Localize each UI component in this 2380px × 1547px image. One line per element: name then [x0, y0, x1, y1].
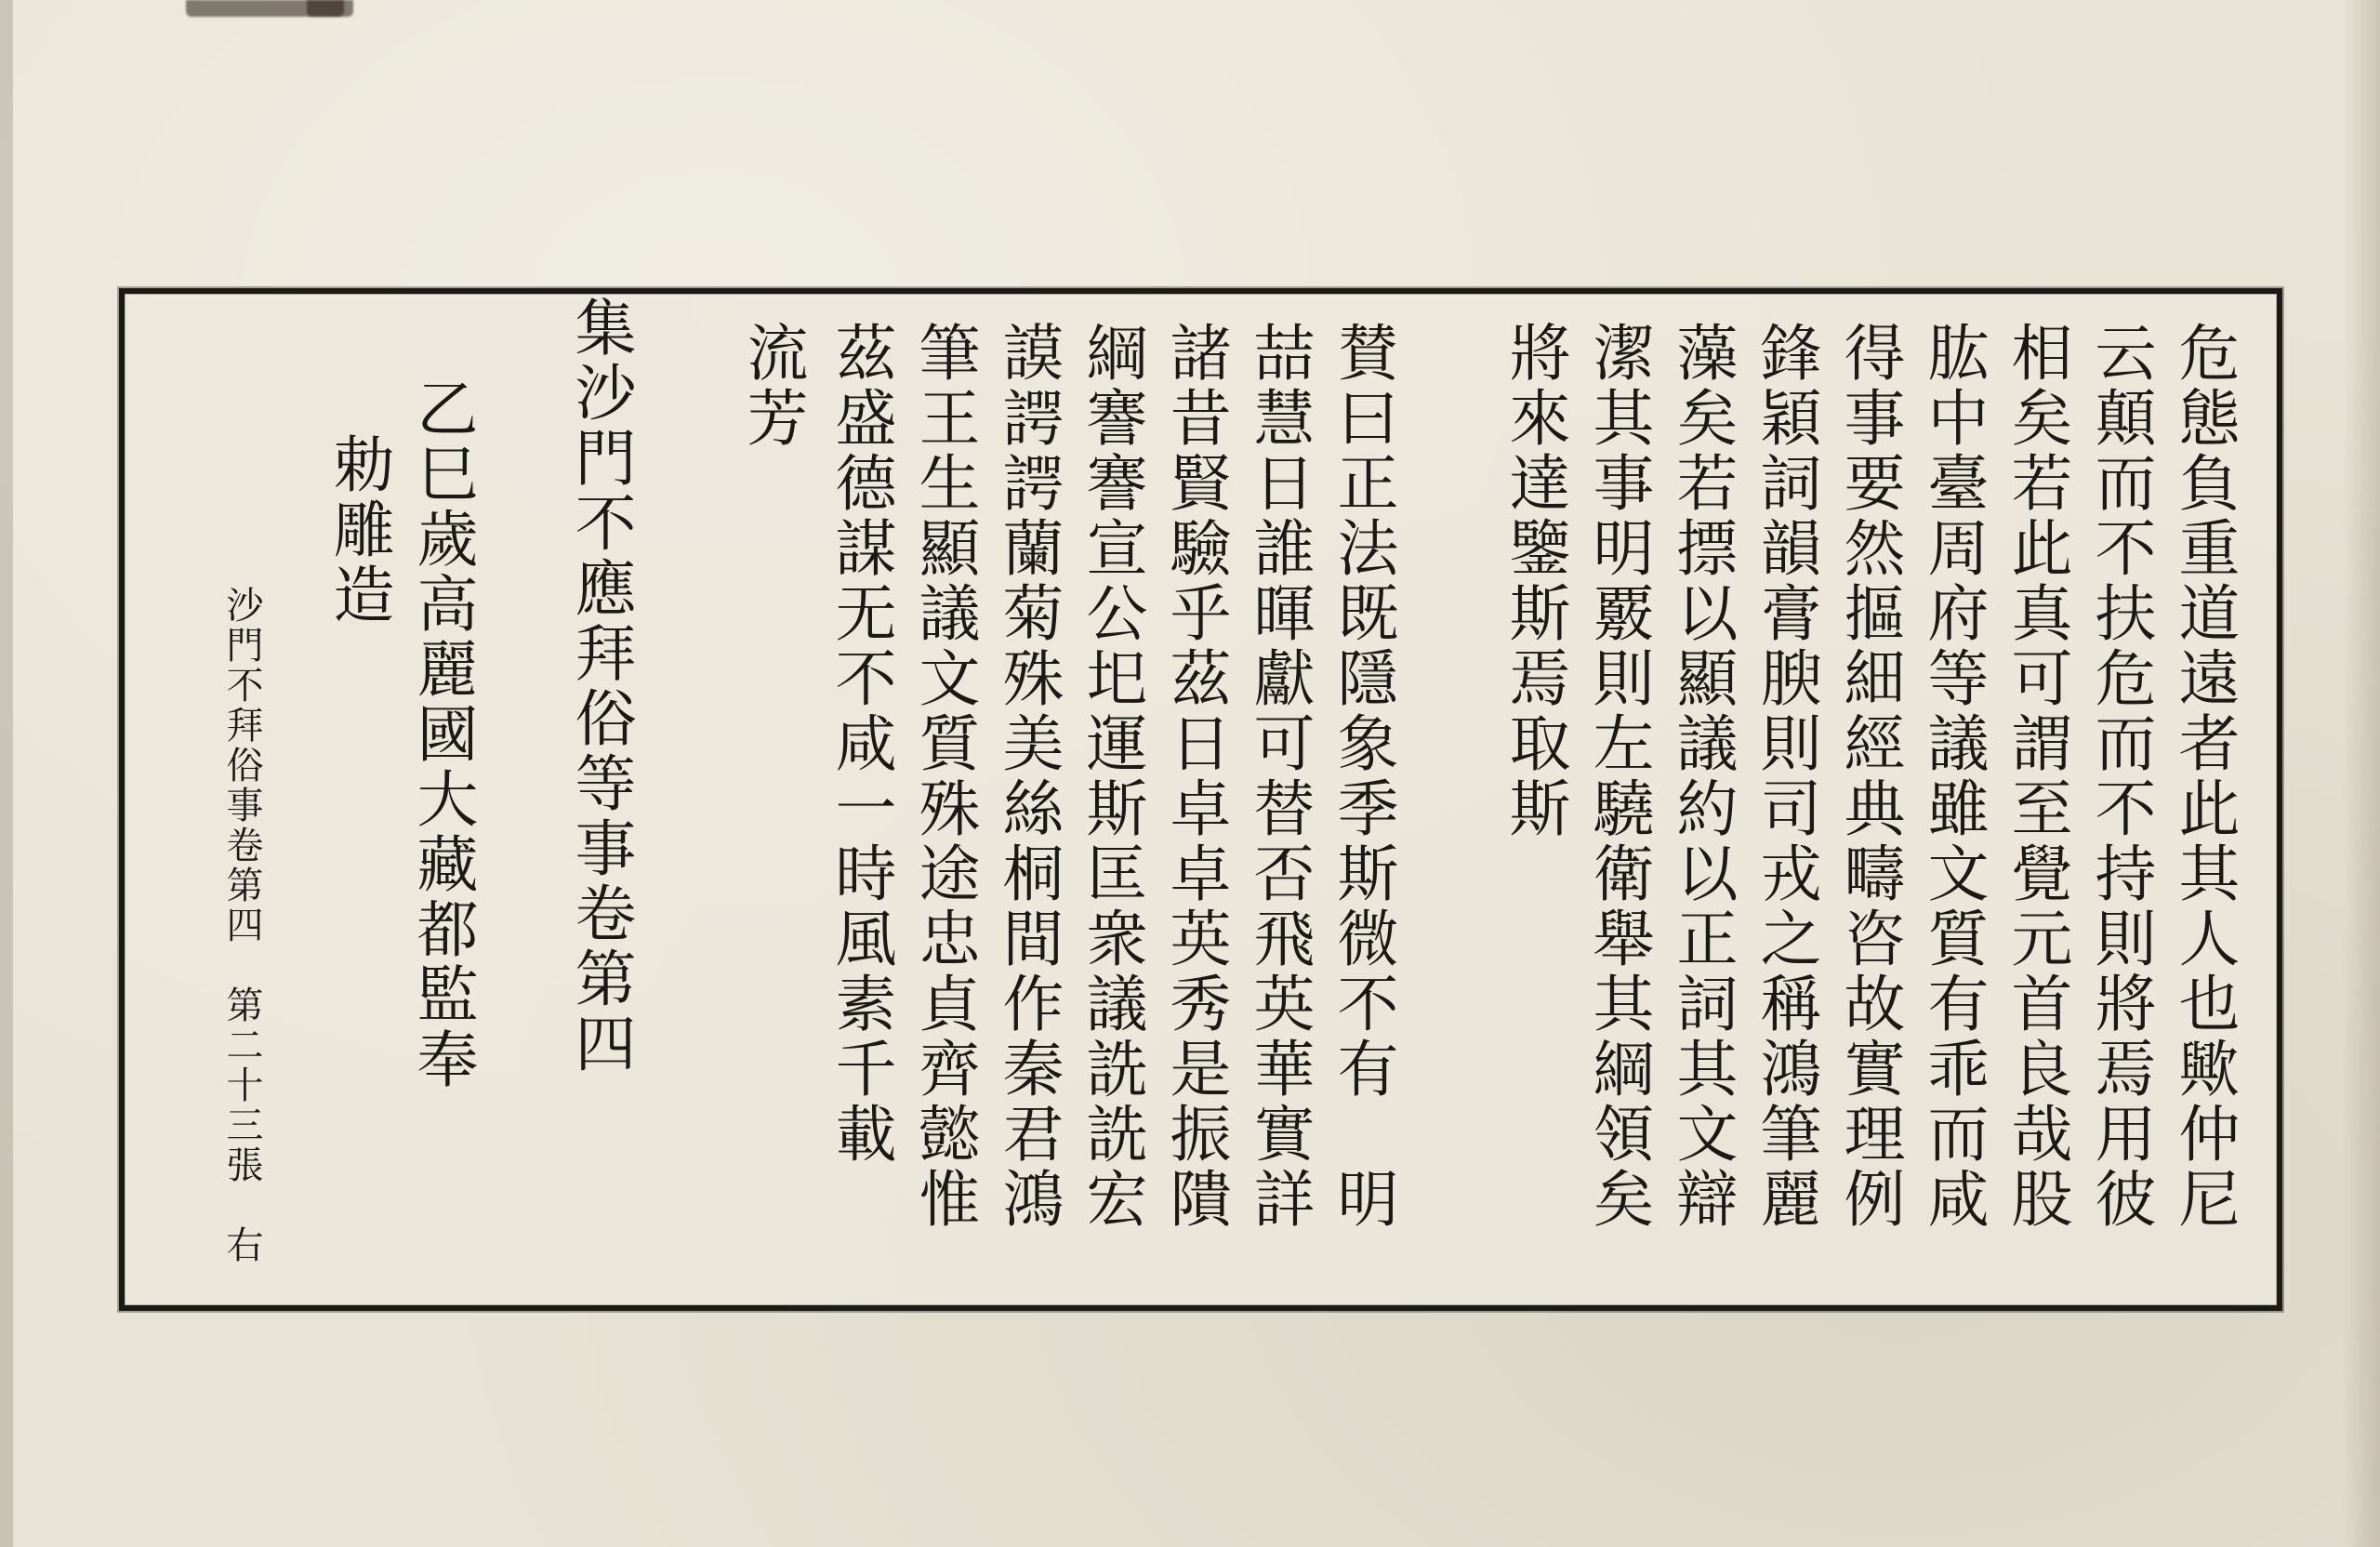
page-margin-label: 沙門不拜俗事卷第四 第二十三張 右: [220, 586, 263, 1265]
text-column-8: 潔其事明覈則左驍衛舉其綱領矣: [1582, 321, 1654, 1232]
text-column-15: 筆王生顯議文質殊途忠貞齊懿惟: [908, 321, 980, 1232]
text-column-12: 諸昔賢驗乎茲日卓卓英秀是振隤: [1159, 321, 1231, 1232]
right-page-fold: [2343, 0, 2380, 1547]
text-column-5: 得事要然摳細經典疇咨故實理例: [1833, 321, 1905, 1232]
text-column-6: 鋒穎詞韻膏腴則司戎之稱鴻筆麗: [1750, 321, 1821, 1232]
colophon-publisher: 乙巳歲高麗國大藏都監奉: [406, 377, 478, 1092]
text-column-2: 云顛而不扶危而不持則將焉用彼: [2084, 321, 2156, 1232]
text-column-4: 肱中臺周府等議雖文質有乖而咸: [1917, 321, 1989, 1232]
text-column-13: 綱謇謇宣公圯運斯匡衆議詵詵宏: [1076, 321, 1147, 1232]
colophon-imperial-order: 勅雕造: [323, 432, 394, 628]
text-column-17: 流芳: [736, 321, 808, 451]
text-column-11: 喆慧日誰暉獻可替否飛英華實詳: [1243, 321, 1315, 1232]
top-ink-mark: [307, 0, 344, 17]
text-column-10: 賛曰正法既隱象季斯微不有 明: [1327, 321, 1398, 1232]
colophon-title: 集沙門不應拜俗等事卷第四: [564, 296, 636, 1077]
left-page-edge: [0, 0, 13, 1547]
text-column-3: 相矣若此真可謂至覺元首良哉股: [2001, 321, 2072, 1232]
text-column-7: 藻矣若摽以顯議約以正詞其文辯: [1666, 321, 1738, 1232]
text-column-14: 謨諤諤蘭菊殊美絲桐間作秦君鴻: [992, 321, 1064, 1232]
text-column-16: 茲盛德謀无不咸一時風素千載: [825, 321, 896, 1167]
text-column-9: 將來達鑒斯焉取斯: [1499, 321, 1570, 841]
text-column-1: 危態負重道遠者此其人也歟仲尼: [2168, 321, 2240, 1232]
